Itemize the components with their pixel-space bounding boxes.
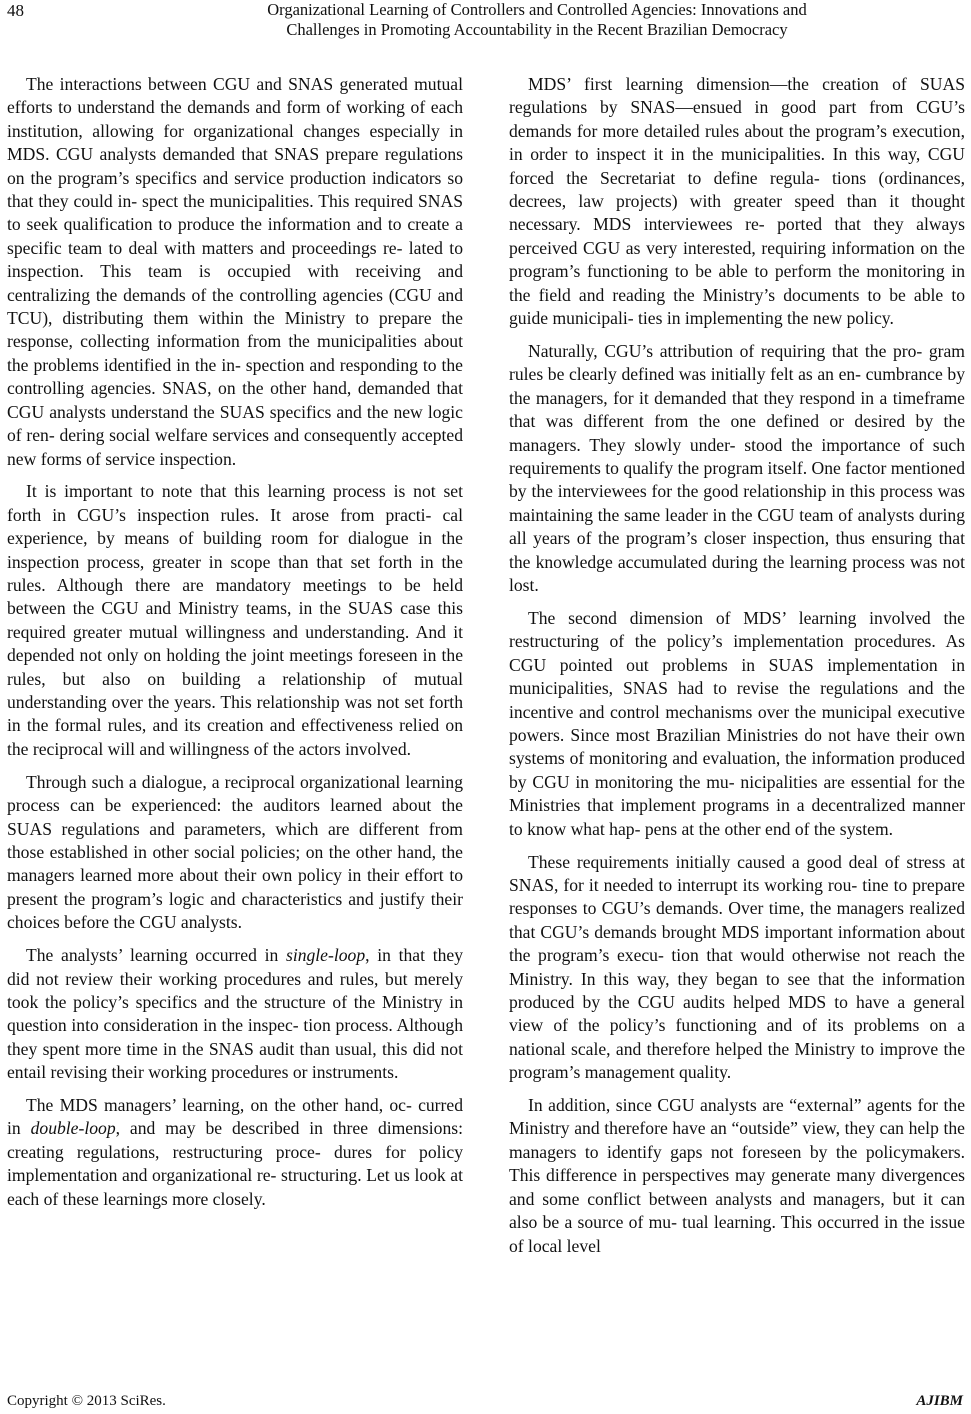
paragraph-text: The analysts’ learning occurred in — [26, 945, 286, 966]
journal-abbreviation: AJIBM — [916, 1393, 963, 1409]
right-paragraph-4: These requirements initially caused a good deal of stress at SNAS, for it needed to interrupt its working rou- tine to prepare responses to CGU’s demands. Over time, the managers realized that CGU’s demands brought MDS important information about the program’s execu- tion that would otherwise not reach the Ministry. In this way, they began to see that the information produced by the CGU audits helped MDS to have a general view of the policy’s functioning and of its problems on a national scale, and therefore helped the Ministry to improve the program’s management quality. — [509, 851, 965, 1083]
right-paragraph-2: Naturally, CGU’s attribution of requiring that the pro- gram rules be clearly defined was initially felt as an en- cumbrance by the managers, for it demanded that they respond in a timeframe that was different from the one defined or desired by the managers. They slowly under- stood the importance of such requirements to qualify the program itself. One factor mentioned by the interviewees for the good relationship in this process was maintaining the same leader in the CGU team of analysts during all years of the program’s closer inspection, thus ensuring that the knowledge accumulated during the learning process was not lost. — [509, 340, 965, 596]
left-paragraph-2: It is important to note that this learning process is not set forth in CGU’s inspection rules. It arose from practi- cal experience, by means of building room for dialogue in the inspection process, greater in scope than that set forth in the rules. Although there are mandatory meetings to be held between the CGU and Ministry teams, in the SUAS case this required greater mutual willingness and understanding. And it depended not only on holding the joint meetings foreseen in the rules, but also on building a relationship of mutual understanding over the years. This relationship was not set forth in the formal rules, and its creation and effectiveness relied on the reciprocal will and willingness of the actors involved. — [7, 481, 463, 759]
left-paragraph-4 — [7, 944, 463, 1084]
right-paragraph-5: In addition, since CGU analysts are “external” agents for the Ministry and therefore have an “outside” view, they can help the managers to identify gaps not foreseen by the policymakers. This difference in perspectives may generate many divergences and some conflict between analysts and managers, but it can also be a source of mu- tual learning. This occurred in the issue of local level — [509, 1095, 965, 1256]
page-number: 48 — [7, 1, 24, 20]
paragraph-text: The MDS managers’ learning, on the other hand, oc- curred in — [7, 1095, 463, 1139]
paragraph-text: , and may be described in three dimensions: creating regulations, restructuring proce- dures for policy implementation and organizational re- structuring. Let us look at each of these learnings more closely. — [7, 1118, 463, 1209]
right-paragraph-1: MDS’ first learning dimension—the creation of SUAS regulations by SNAS—ensued in good part from CGU’s demands for more detailed rules about the program’s execution, in order to inspect it in the municipalities. In this way, CGU forced the Secretariat to define regula- tions (ordinances, decrees, law projects) with greater speed than it thought necessary. MDS interviewees re- ported that they always perceived CGU as very interested, requiring information on the program’s functioning to be able to perform the monitoring in the field and reading the Ministry’s documents to be able to guide municipali- ties in implementing the new policy. — [509, 74, 965, 329]
paragraph-text: , in that they did not review their working procedures and rules, but merely took the policy’s specifics and the structure of the Ministry in question into consideration in the inspec- tion process. Although they spent more time in the SNAS audit than usual, this did not entail revising their working procedures or instruments. — [7, 945, 464, 1083]
right-paragraph-3: The second dimension of MDS’ learning involved the restructuring of the policy’s implementation procedures. As CGU pointed out problems in SUAS implementation in municipalities, SNAS had to revise the regulations and the incentive and control mechanisms over the municipal executive powers. Since most Brazilian Ministries do not have their own systems of monitoring and evaluation, the information produced by CGU in monitoring the mu- nicipalities are essential for the Ministries that implement programs in a decentralized manner to know what hap- pens at the other end of the system. — [509, 607, 965, 839]
left-paragraph-3: Through such a dialogue, a reciprocal organizational learning process can be experienced: the auditors learned about the SUAS regulations and parameters, which are different from those established in other social policies; on the other hand, the managers learned more about their own policy in their effort to present the program’s logic and characteristics and justify their choices before the CGU analysts. — [7, 771, 463, 933]
right-column — [509, 73, 965, 1258]
copyright-notice: Copyright © 2013 SciRes. — [7, 1393, 166, 1409]
emphasis-term: double-loop — [30, 1118, 116, 1139]
left-paragraph-5 — [7, 1094, 463, 1211]
emphasis-term: single-loop — [285, 945, 366, 966]
left-column — [7, 73, 463, 1211]
left-paragraph-1: The interactions between CGU and SNAS generated mutual efforts to understand the demands and form of working of each institution, allowing for organizational changes especially in MDS. CGU analysts demanded that SNAS prepare regulations on the program’s specifics and service production indicators so that they could in- spect the municipalities. This required SNAS to seek qualification to produce the information and to create a specific team to deal with matters and proceedings re- lated to inspection. This team is occupied with receiving and centralizing the demands of the controlling agencies (CGU and TCU), distributing them within the Ministry to prepare the response, collecting information from the municipalities about the problems identified in the in- spection and responding to the controlling agencies. SNAS, on the other hand, demanded that CGU analysts understand the SUAS specifics and the new logic of ren- dering social welfare services and consequently accepted new forms of service inspection. — [7, 74, 463, 469]
running-title: Organizational Learning of Controllers and Controlled Agencies: Innovations and Challenges in Promoting Accountability in the Recent Brazilian Democracy — [267, 0, 807, 39]
